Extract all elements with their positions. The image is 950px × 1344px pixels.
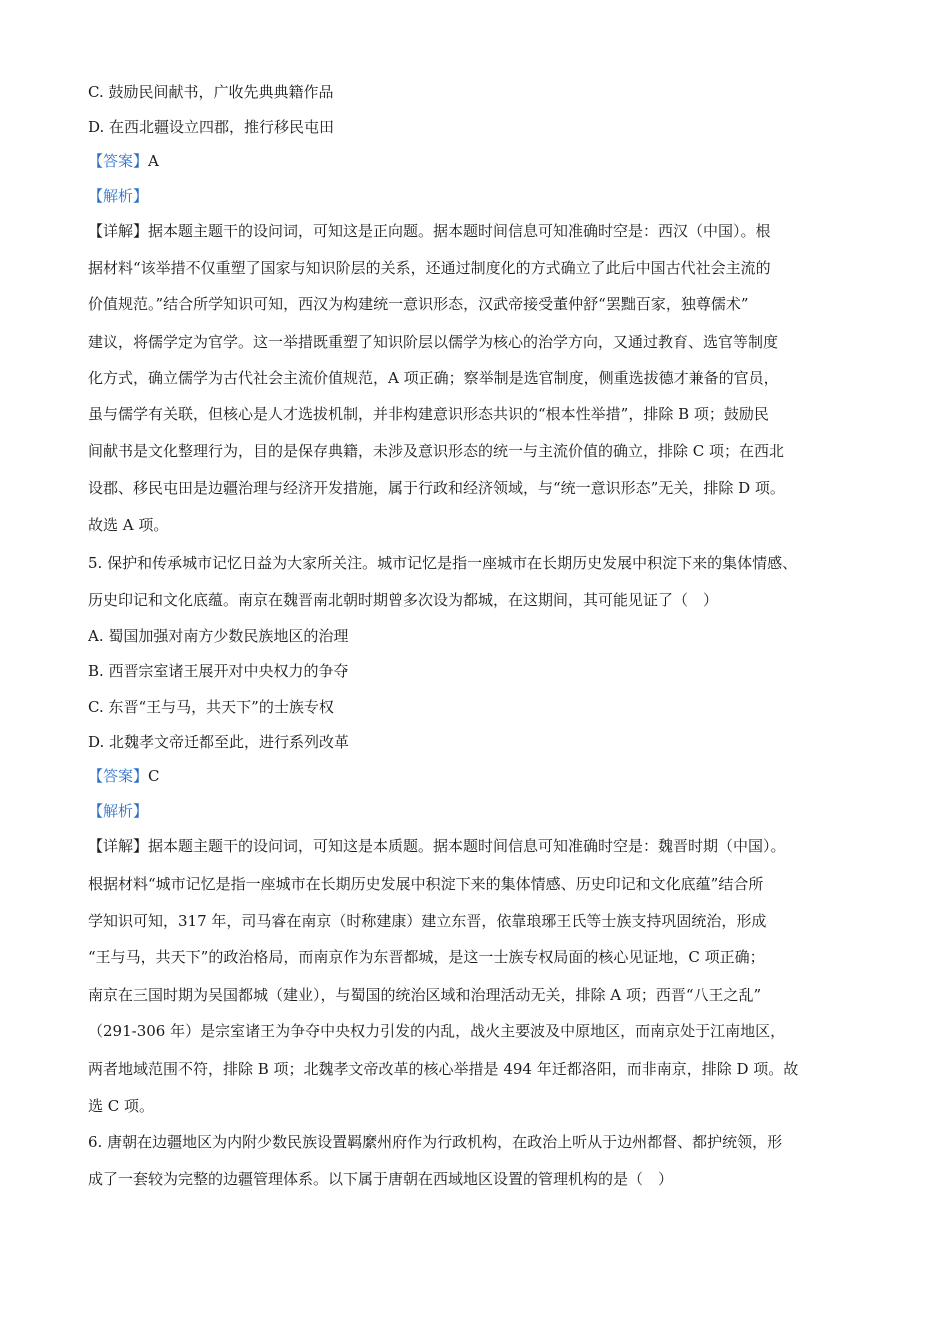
q4-detail-line: 化方式，确立儒学为古代社会主流价值规范，A 项正确；察举制是选官制度，侧重选拔德才兼备的官员，	[88, 369, 779, 387]
q4-analysis-tag: 【解析】	[88, 187, 149, 205]
q5-analysis-line	[88, 801, 890, 821]
q5-analysis-tag: 【解析】	[88, 802, 149, 820]
q4-analysis-line	[88, 186, 890, 206]
q5-answer-tag: 【答案】	[88, 767, 149, 785]
q5-detail-tag: 【详解】	[88, 837, 149, 855]
q6-stem-line: 成了一套较为完整的边疆管理体系。以下属于唐朝在西域地区设置的管理机构的是（ ）	[88, 1170, 674, 1188]
q5-option-b: B. 西晋宗室诸王展开对中央权力的争夺	[88, 662, 349, 680]
q4-detail-line: 故选 A 项。	[88, 516, 169, 534]
q5-detail-line: 选 C 项。	[88, 1097, 155, 1115]
q4-detail-line-1	[88, 221, 890, 241]
q5-detail-line: （291-306 年）是宗室诸王为争夺中央权力引发的内乱，战火主要波及中原地区，而南京处于江南地区，	[88, 1022, 786, 1040]
q5-detail-line: 根据材料“城市记忆是指一座城市在长期历史发展中积淀下来的集体情感、历史印记和文化底蕴”结合所	[88, 875, 764, 893]
q5-detail-line: 南京在三国时期为吴国都城（建业），与蜀国的统治区域和治理活动无关，排除 A 项；西晋“八王之乱”	[88, 986, 762, 1004]
q5-detail-text: 据本题主题干的设问词，可知这是本质题。据本题时间信息可知准确时空是：魏晋时期（中国）。	[148, 837, 786, 855]
q5-detail-line: 学知识可知，317 年，司马睿在南京（时称建康）建立东晋，依靠琅琊王氏等士族支持巩固统治，形成	[88, 912, 767, 930]
q5-option-a: A. 蜀国加强对南方少数民族地区的治理	[88, 627, 349, 645]
q5-answer-line	[88, 766, 890, 786]
q4-detail-tag: 【详解】	[88, 222, 149, 240]
q4-detail-line: 虽与儒学有关联，但核心是人才选拔机制，并非构建意识形态共识的“根本性举措”，排除 B 项；鼓励民	[88, 405, 769, 423]
q5-stem-line: 5. 保护和传承城市记忆日益为大家所关注。城市记忆是指一座城市在长期历史发展中积淀下来的集体情感、	[88, 554, 798, 572]
q4-option-c: C. 鼓励民间献书，广收先典典籍作品	[88, 83, 334, 101]
q4-detail-line: 建议，将儒学定为官学。这一举措既重塑了知识阶层以儒学为核心的治学方向，又通过教育、选官等制度	[88, 333, 779, 351]
q6-stem-line: 6. 唐朝在边疆地区为内附少数民族设置羁縻州府作为行政机构，在政治上听从于边州都督、都护统领，形	[88, 1133, 783, 1151]
q4-detail-line: 价值规范。”结合所学知识可知，西汉为构建统一意识形态，汉武帝接受董仲舒“罢黜百家，独尊儒术”	[88, 295, 749, 313]
q4-detail-line: 设郡、移民屯田是边疆治理与经济开发措施，属于行政和经济领域，与“统一意识形态”无关，排除 D 项。	[88, 479, 785, 497]
q4-option-d: D. 在西北疆设立四郡，推行移民屯田	[88, 118, 335, 136]
q5-detail-line: 两者地域范围不符，排除 B 项；北魏孝文帝改革的核心举措是 494 年迁都洛阳，而非南京，排除 D 项。故	[88, 1060, 799, 1078]
q4-detail-line: 据材料“该举措不仅重塑了国家与知识阶层的关系，还通过制度化的方式确立了此后中国古代社会主流的	[88, 259, 771, 277]
q5-stem-line: 历史印记和文化底蕴。南京在魏晋南北朝时期曾多次设为都城，在这期间，其可能见证了（ ）	[88, 591, 719, 609]
q5-detail-line-1	[88, 836, 890, 856]
q5-option-c: C. 东晋“王与马，共天下”的士族专权	[88, 698, 334, 716]
q4-answer-tag: 【答案】	[88, 152, 149, 170]
q4-detail-line: 间献书是文化整理行为，目的是保存典籍，未涉及意识形态的统一与主流价值的确立，排除 C 项；在西北	[88, 442, 785, 460]
q4-detail-text: 据本题主题干的设问词，可知这是正向题。据本题时间信息可知准确时空是：西汉（中国）。根	[148, 222, 771, 240]
q5-option-d: D. 北魏孝文帝迁都至此，进行系列改革	[88, 733, 350, 751]
q5-detail-line: “王与马，共天下”的政治格局，而南京作为东晋都城，是这一士族专权局面的核心见证地，C 项正确；	[88, 948, 765, 966]
q5-answer-value: C	[148, 767, 160, 785]
q4-answer-value: A	[148, 152, 159, 170]
q4-answer-line	[88, 151, 890, 171]
